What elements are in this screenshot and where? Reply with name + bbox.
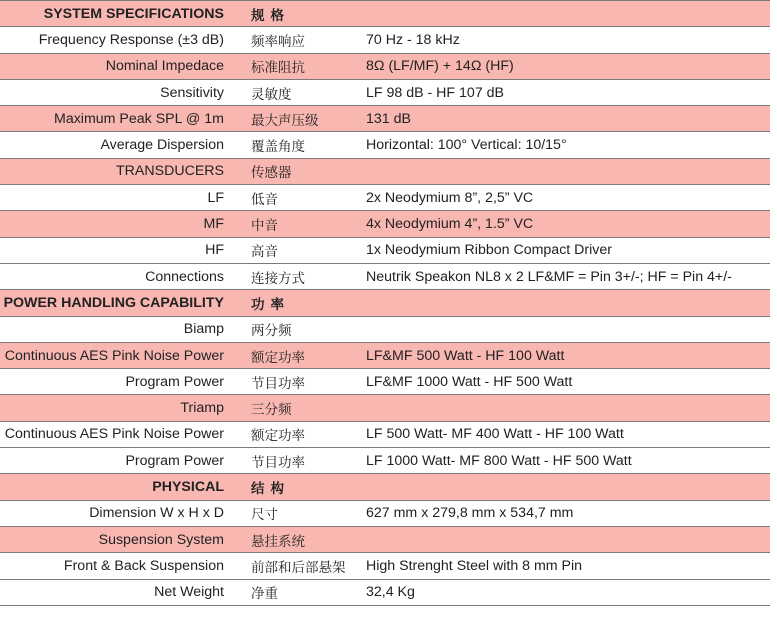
spec-label-en [0,584,224,600]
spec-label-cn: 低音 [251,191,278,208]
spec-label-en-text: Maximum Peak SPL @ 1m [54,110,224,127]
spec-label-en [0,190,224,206]
spec-label-en-text: PHYSICAL [152,478,224,495]
spec-label-en-text: Program Power [125,373,224,390]
spec-label-en-text: SYSTEM SPECIFICATIONS [43,5,224,22]
spec-label-en [0,111,224,127]
section-header-row [0,474,770,500]
spec-value: 8Ω (LF/MF) + 14Ω (HF) [366,58,514,75]
spec-label-cn: 净重 [251,586,278,603]
spec-row [0,132,770,158]
spec-label-cn: 前部和后部悬架 [251,559,346,576]
spec-label-en [0,532,224,548]
spec-label-en [0,321,224,337]
spec-label-cn: 高音 [251,244,278,261]
section-header-row [0,1,770,27]
spec-label-en-text: Connections [145,268,224,285]
spec-value: 4x Neodymium 4”, 1.5” VC [366,216,534,233]
spec-label-en-text: MF [203,216,224,233]
spec-row [0,264,770,290]
spec-label-cn: 额定功率 [251,349,305,366]
spec-row [0,422,770,448]
spec-label-en [0,242,224,258]
spec-row [0,448,770,474]
spec-label-cn: 三分频 [251,402,292,419]
spec-label-en [0,216,224,232]
spec-row [0,27,770,53]
spec-label-en-text: Nominal Impedace [105,58,224,75]
spec-label-cn: 中音 [251,218,278,235]
spec-row [0,106,770,132]
spec-label-en-text: Program Power [125,452,224,469]
spec-label-cn: 规格 [251,7,290,24]
spec-row [0,501,770,527]
spec-label-en [0,453,224,469]
spec-label-en [0,163,224,179]
spec-label-en [0,505,224,521]
spec-label-en-text: Front & Back Suspension [63,557,224,574]
spec-row [0,185,770,211]
spec-value: LF 1000 Watt- MF 800 Watt - HF 500 Watt [366,452,632,469]
spec-value: High Strenght Steel with 8 mm Pin [366,557,583,574]
spec-value: LF&MF 500 Watt - HF 100 Watt [366,347,565,364]
spec-label-cn: 频率响应 [251,33,305,50]
spec-label-cn: 额定功率 [251,428,305,445]
spec-row [0,80,770,106]
spec-row [0,395,770,421]
spec-label-en-text: Continuous AES Pink Noise Power [4,426,224,443]
spec-row [0,343,770,369]
spec-label-cn: 结构 [251,480,290,497]
spec-row [0,527,770,553]
section-header-row [0,290,770,316]
spec-label-en-text: Continuous AES Pink Noise Power [4,347,224,364]
spec-label-en-text: TRANSDUCERS [116,163,224,180]
spec-value: 32,4 Kg [366,584,415,601]
spec-row [0,553,770,579]
spec-label-en [0,269,224,285]
spec-value: LF&MF 1000 Watt - HF 500 Watt [366,373,573,390]
spec-label-en-text: Dimension W x H x D [89,505,224,522]
spec-label-en [0,479,224,495]
spec-label-en-text: Sensitivity [160,84,224,101]
spec-row [0,238,770,264]
spec-label-en-text: Triamp [180,400,224,417]
spec-value: Horizontal: 100° Vertical: 10/15° [366,137,567,154]
spec-row [0,580,770,606]
spec-label-en [0,58,224,74]
spec-value: Neutrik Speakon NL8 x 2 LF&MF = Pin 3+/-; HF = Pin 4+/- [366,268,732,285]
spec-row [0,317,770,343]
spec-label-cn: 连接方式 [251,270,305,287]
spec-label-en-text: Net Weight [154,584,224,601]
spec-label-cn: 节目功率 [251,454,305,471]
spec-label-en [0,6,224,22]
spec-label-en [0,426,224,442]
spec-label-en [0,85,224,101]
spec-label-en [0,295,224,311]
spec-value: 131 dB [366,110,411,127]
spec-label-en [0,400,224,416]
spec-value: 627 mm x 279,8 mm x 534,7 mm [366,505,574,522]
spec-label-cn: 节目功率 [251,375,305,392]
spec-value: LF 500 Watt- MF 400 Watt - HF 100 Watt [366,426,624,443]
spec-label-cn: 覆盖角度 [251,139,305,156]
spec-row [0,159,770,185]
spec-label-en [0,348,224,364]
spec-label-cn: 最大声压级 [251,112,319,129]
spec-label-cn: 功率 [251,296,290,313]
spec-value: LF 98 dB - HF 107 dB [366,84,505,101]
spec-value: 70 Hz - 18 kHz [366,31,460,48]
spec-label-en-text: Suspension System [98,531,224,548]
spec-label-cn: 两分频 [251,323,292,340]
spec-row [0,369,770,395]
spec-label-en-text: LF [207,189,224,206]
spec-value: 2x Neodymium 8”, 2,5” VC [366,189,534,206]
spec-label-en [0,558,224,574]
spec-label-en-text: POWER HANDLING CAPABILITY [3,294,224,311]
spec-label-cn: 灵敏度 [251,86,292,103]
spec-label-en [0,32,224,48]
spec-value: 1x Neodymium Ribbon Compact Driver [366,242,613,259]
spec-label-en [0,374,224,390]
spec-label-en-text: HF [205,242,224,259]
spec-label-en-text: Average Dispersion [100,137,224,154]
spec-label-en-text: Frequency Response (±3 dB) [38,31,224,48]
spec-label-en-text: Biamp [183,321,224,338]
spec-label-cn: 传感器 [251,165,292,182]
spec-label-en [0,137,224,153]
spec-row [0,54,770,80]
spec-label-cn: 标准阻抗 [251,60,305,77]
spec-label-cn: 悬挂系统 [251,533,305,550]
spec-label-cn: 尺寸 [251,507,278,524]
spec-row [0,211,770,237]
